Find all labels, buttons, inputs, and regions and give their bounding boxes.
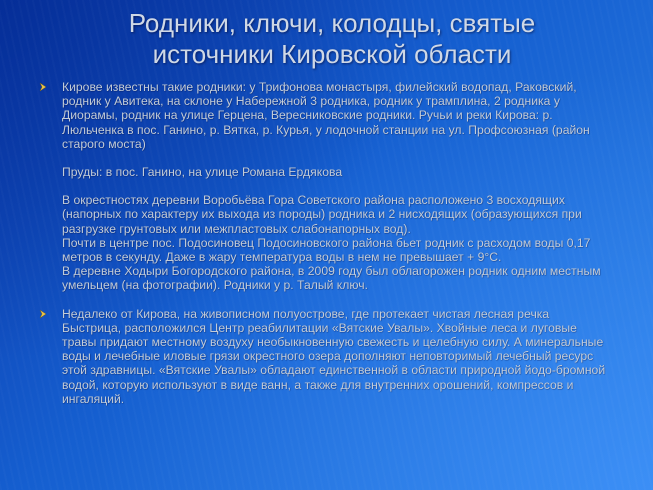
podosinovets-paragraph: Почти в центре пос. Подосиновец Подосиновского района бьет родник с расходом воды 0,17 метров в секунду. Даже в жару температура воды в нем не превышает + 9°С.	[62, 235, 591, 265]
bullet-item-springs	[38, 80, 610, 293]
springs-paragraph: Кирове известны такие родники: у Трифонова монастыря, филейский водопад, Раковский, родник у Авитека, на склоне у Набережной 3 родника, родник у трамплина, 2 родника у Диорамы, родник на улице Герцена, Вересниковские родники. Ручьи и реки Кирова: р. Люльченка в пос. Ганино, р. Вятка, р. Курья, у лодочной станции на ул. Профсоюзная (район старого моста)	[62, 80, 590, 151]
vorobyova-gora-paragraph: В окрестностях деревни Воробьёва Гора Советского района расположено 3 восходящих (напорных по характеру их выхода из породы) родника и 2 нисходящих (образующихся при разгрузке грунтовых или межпластовых слабонапорных вод).	[62, 193, 582, 236]
vyatskie-uvaly-paragraph: Недалеко от Кирова, на живописном полуострове, где протекает чистая лесная речка Быстрица, расположился Центр реабилитации «Вятские Увалы». Хвойные леса и луговые травы придают местному воздуху необыкновенную свежесть и целебную силу. А минеральные воды и лечебные иловые грязи окрестного озера дополняют неповторимый лечебный ресурс этой здравницы. «Вятские Увалы» обладают единственной в области природной йодо-бромной водой, которую используют в виде ванн, а также для внутренних орошений, компрессов и ингаляций.	[62, 306, 606, 406]
slide-body	[38, 80, 610, 406]
arrow-right-icon	[38, 309, 48, 319]
arrow-right-icon	[38, 82, 48, 92]
khodyri-paragraph: В деревне Ходыри Богородского района, в 2009 году был облагорожен родник одним местным умельцем (на фотографии). Родники у р. Талый ключ.	[62, 264, 601, 293]
bullet-item-vyatskie-uvaly	[38, 307, 610, 406]
slide-title	[52, 8, 612, 70]
slide-title-line-1: Родники, ключи, колодцы, святые	[128, 8, 536, 38]
slide-title-line-2: источники Кировской области	[152, 39, 512, 69]
ponds-paragraph: Пруды: в пос. Ганино, на улице Романа Ердякова	[62, 165, 343, 180]
